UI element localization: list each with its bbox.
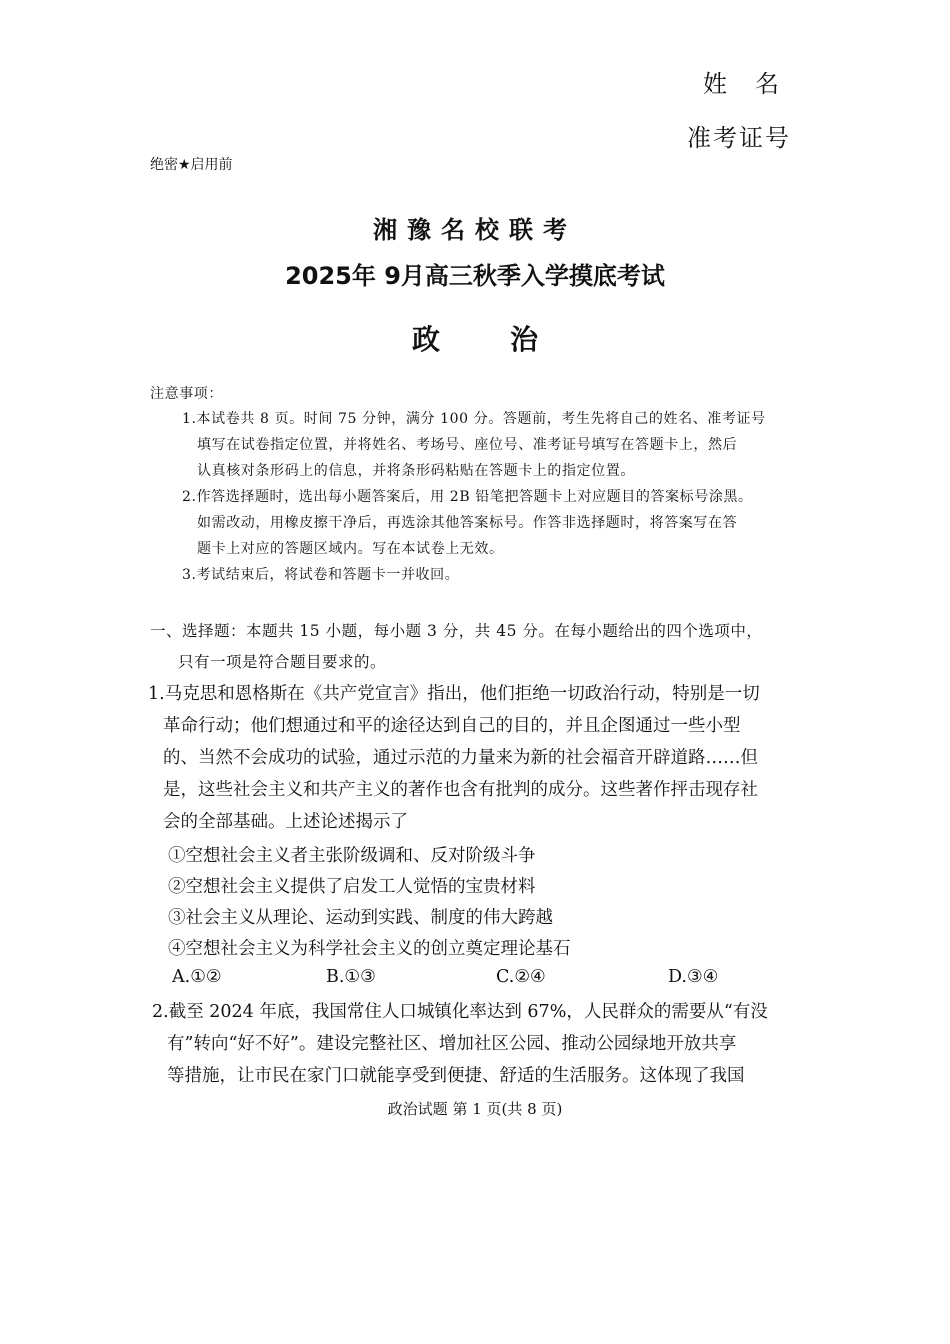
section-heading-cont: 只有一项是符合题目要求的。	[178, 653, 387, 671]
exam-name-title: 2025年 9月高三秋季入学摸底考试	[285, 262, 665, 290]
name-label: 姓 名	[703, 70, 781, 98]
notice-line: 1.本试卷共 8 页。时间 75 分钟，满分 100 分。答题前，考生先将自己的姓名、准考证号	[182, 411, 766, 427]
section-heading: 一、选择题：本题共 15 小题，每小题 3 分，共 45 分。在每小题给出的四个选项中，	[150, 622, 763, 640]
notice-line: 认真核对条形码上的信息，并将条形码粘贴在答题卡上的指定位置。	[197, 463, 635, 479]
question-1-stem-line: 1.马克思和恩格斯在《共产党宣言》指出，他们拒绝一切政治行动，特别是一切	[148, 684, 760, 704]
notice-line: 2.作答选择题时，选出每小题答案后，用 2B 铅笔把答题卡上对应题目的答案标号涂黑。	[182, 489, 753, 505]
exam-organizer-title: 湘豫名校联考	[373, 216, 577, 244]
question-2-stem-line: 2.截至 2024 年底，我国常住人口城镇化率达到 67%，人民群众的需要从“有没	[152, 1002, 768, 1022]
question-2-stem-line: 等措施，让市民在家门口就能享受到便捷、舒适的生活服务。这体现了我国	[167, 1066, 745, 1086]
confidential-mark: 绝密★启用前	[150, 157, 233, 173]
question-1-stem-line: 会的全部基础。上述论述揭示了	[163, 812, 408, 832]
question-1-option-b: B.①③	[326, 967, 376, 987]
question-1-stem-line: 是，这些社会主义和共产主义的著作也含有批判的成分。这些著作抨击现存社	[163, 780, 758, 800]
subject-title: 政治	[411, 323, 608, 356]
question-2-stem-line: 有”转向“好不好”。建设完整社区、增加社区公园、推动公园绿地开放共享	[167, 1034, 737, 1054]
notice-line: 3.考试结束后，将试卷和答题卡一并收回。	[182, 567, 460, 583]
question-1-statement: ②空想社会主义提供了启发工人觉悟的宝贵材料	[168, 877, 536, 897]
question-1-option-c: C.②④	[496, 967, 546, 987]
question-1-option-a: A.①②	[172, 967, 222, 987]
notice-line: 题卡上对应的答题区域内。写在本试卷上无效。	[197, 541, 504, 557]
question-1-stem-line: 的、当然不会成功的试验，通过示范的力量来为新的社会福音开辟道路……但	[163, 748, 758, 768]
question-1-statement: ④空想社会主义为科学社会主义的创立奠定理论基石	[168, 939, 571, 959]
notice-line: 填写在试卷指定位置，并将姓名、考场号、座位号、准考证号填写在答题卡上，然后	[197, 437, 738, 453]
page-footer: 政治试题 第 1 页(共 8 页)	[387, 1100, 563, 1118]
notice-heading: 注意事项：	[150, 386, 223, 402]
exam-id-label: 准考证号	[687, 124, 791, 152]
notice-line: 如需改动，用橡皮擦干净后，再选涂其他答案标号。作答非选择题时，将答案写在答	[197, 515, 738, 531]
question-1-statement: ③社会主义从理论、运动到实践、制度的伟大跨越	[168, 908, 553, 928]
question-1-stem-line: 革命行动；他们想通过和平的途径达到自己的目的，并且企图通过一些小型	[163, 716, 741, 736]
question-1-option-d: D.③④	[668, 967, 719, 987]
question-1-statement: ①空想社会主义者主张阶级调和、反对阶级斗争	[168, 846, 536, 866]
